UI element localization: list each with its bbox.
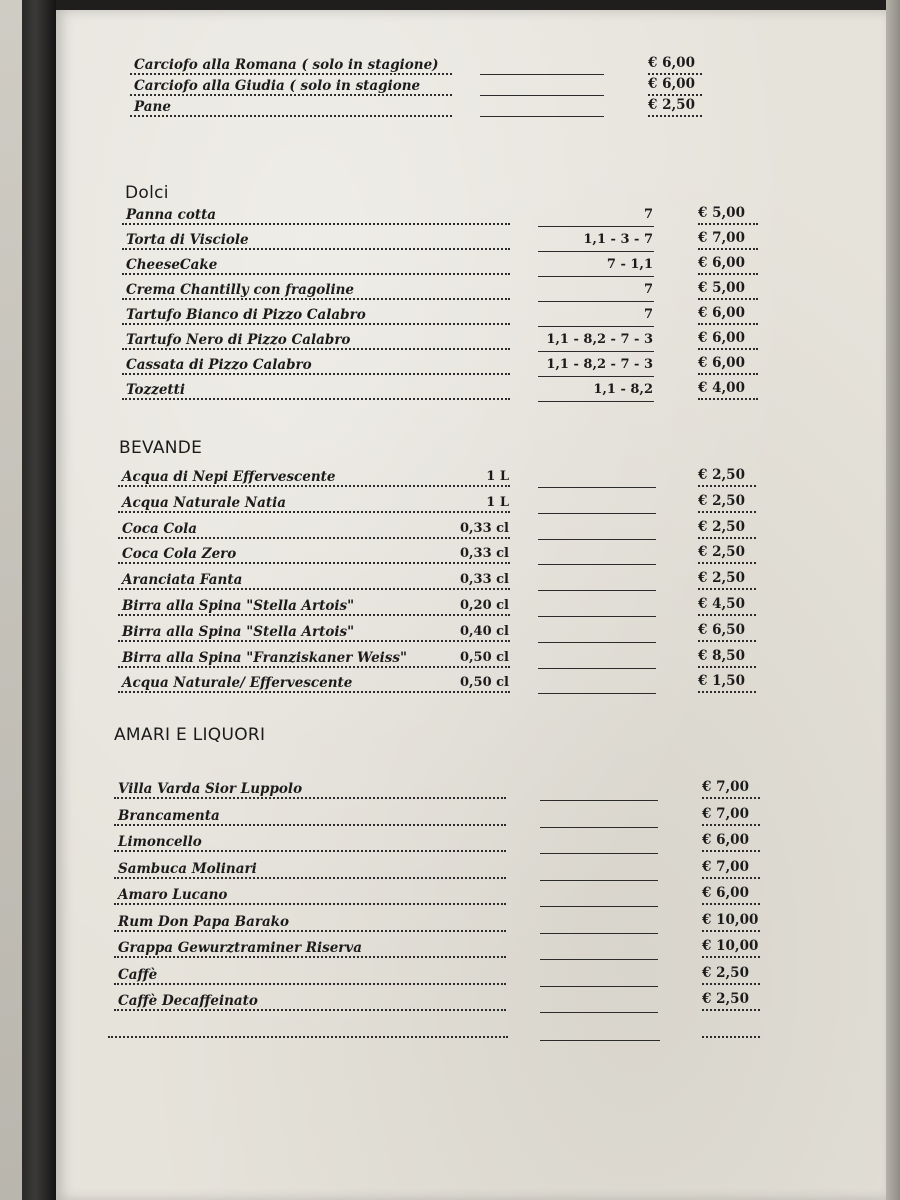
bevande-item — [56, 571, 886, 593]
amari-item-price-dots — [702, 877, 760, 879]
amari-item-dots — [114, 956, 506, 958]
dolci-item-price-dots — [698, 373, 758, 375]
top-item-price: € 2,50 — [648, 97, 695, 113]
top-item-line — [480, 95, 604, 96]
amari-item — [56, 860, 886, 882]
dolci-item-dots — [122, 373, 510, 375]
dolci-item-price: € 5,00 — [698, 280, 745, 296]
bevande-item-line — [538, 590, 656, 591]
amari-item-line — [540, 933, 658, 934]
amari-item-name: Limoncello — [118, 834, 202, 850]
dolci-item-price: € 5,00 — [698, 205, 745, 221]
amari-item — [56, 886, 886, 908]
bevande-item-price: € 2,50 — [698, 467, 745, 483]
amari-item-name: Caffè Decaffeinato — [118, 993, 258, 1009]
bevande-item-line — [538, 668, 656, 669]
amari-item — [56, 807, 886, 829]
dolci-item-price: € 6,00 — [698, 330, 745, 346]
amari-item — [56, 939, 886, 961]
top-item-dots — [130, 94, 452, 96]
dolci-item-price-dots — [698, 348, 758, 350]
top-item — [56, 56, 886, 78]
top-item-line — [480, 116, 604, 117]
bevande-item-price-dots — [698, 588, 756, 590]
dolci-item-name: Cassata di Pizzo Calabro — [126, 357, 312, 373]
bevande-item-price-dots — [698, 614, 756, 616]
bevande-item-price: € 1,50 — [698, 673, 745, 690]
bevande-item-price-dots — [698, 562, 756, 564]
empty-row-price-dots — [702, 1036, 760, 1038]
dolci-item-price: € 7,00 — [698, 230, 745, 246]
amari-item — [56, 833, 886, 855]
dolci-item-line — [538, 226, 654, 227]
top-item-dots — [130, 115, 452, 117]
amari-item-name: Brancamenta — [118, 807, 220, 824]
amari-item-price: € 6,00 — [702, 885, 749, 901]
dolci-item-price: € 6,00 — [698, 305, 745, 321]
top-item-price: € 6,00 — [648, 55, 695, 71]
amari-item-price: € 10,00 — [702, 938, 759, 954]
bevande-item-size: 0,20 cl — [459, 598, 509, 613]
amari-item — [56, 913, 886, 935]
top-item-price: € 6,00 — [648, 76, 695, 92]
dolci-item-dots — [122, 323, 510, 325]
dolci-item-dots — [122, 273, 510, 275]
dolci-item-allergens: 1,1 - 3 - 7 — [583, 232, 653, 247]
dolci-item-dots — [122, 398, 510, 400]
dolci-item-allergens: 7 — [643, 282, 653, 297]
amari-item-price-dots — [702, 824, 760, 826]
amari-item-price-dots — [702, 1009, 760, 1011]
bevande-item-size: 0,33 cl — [459, 572, 509, 588]
amari-item-line — [540, 906, 658, 907]
bevande-item-price: € 2,50 — [698, 492, 745, 509]
amari-item-line — [540, 959, 658, 960]
amari-item-price: € 2,50 — [702, 991, 749, 1007]
bevande-item-line — [538, 693, 656, 694]
amari-item-line — [540, 853, 658, 854]
dolci-item-line — [538, 251, 654, 252]
amari-item-dots — [114, 850, 506, 852]
dolci-item-line — [538, 276, 654, 277]
bevande-item-price-dots — [698, 640, 756, 642]
dolci-item — [56, 281, 886, 303]
dolci-item-line — [538, 351, 654, 352]
bevande-item — [56, 597, 886, 619]
bevande-item — [56, 674, 886, 696]
amari-item-price-dots — [702, 983, 760, 985]
amari-item-line — [540, 880, 658, 881]
dolci-item-price: € 6,00 — [698, 255, 745, 271]
amari-item-name: Caffè — [118, 966, 158, 983]
empty-row-line — [540, 1040, 660, 1041]
amari-item-dots — [114, 877, 506, 879]
amari-item-price: € 2,50 — [702, 964, 749, 981]
amari-item-dots — [114, 797, 506, 799]
amari-item-price-dots — [702, 930, 760, 932]
section-heading-bevande: BEVANDE — [119, 438, 203, 458]
dolci-item-name: Tartufo Bianco di Pizzo Calabro — [126, 307, 366, 323]
bevande-item — [56, 494, 886, 516]
dolci-item — [56, 306, 886, 328]
amari-item-price: € 7,00 — [702, 779, 749, 795]
bevande-item-price-dots — [698, 666, 756, 668]
bevande-item-line — [538, 616, 656, 617]
bevande-item-price: € 2,50 — [698, 544, 745, 561]
bevande-item-price-dots — [698, 537, 756, 539]
bevande-item-size: 1 L — [486, 494, 509, 510]
bevande-item-name: Coca Cola — [122, 520, 198, 537]
dolci-item-price-dots — [698, 223, 758, 225]
bevande-item — [56, 545, 886, 567]
bevande-item-name: Birra alla Spina "Franziskaner Weiss" — [122, 649, 408, 666]
amari-item-price-dots — [702, 850, 760, 852]
bevande-item-name: Coca Cola Zero — [122, 546, 237, 563]
binder-spine — [22, 0, 56, 1200]
top-item — [56, 98, 886, 120]
dolci-item-line — [538, 376, 654, 377]
amari-item-price: € 7,00 — [702, 858, 749, 875]
amari-item — [56, 966, 886, 988]
dolci-item-dots — [122, 348, 510, 350]
bevande-item-name: Birra alla Spina "Stella Artois" — [122, 598, 355, 614]
bevande-item-line — [538, 539, 656, 540]
dolci-item-price: € 4,00 — [698, 380, 745, 396]
bevande-item-size: 0,33 cl — [459, 546, 509, 562]
bevande-item-price: € 2,50 — [698, 518, 745, 535]
dolci-item — [56, 206, 886, 228]
dolci-item-allergens: 1,1 - 8,2 - 7 - 3 — [546, 357, 653, 372]
bevande-item — [56, 649, 886, 671]
dolci-item-allergens: 7 - 1,1 — [606, 257, 653, 272]
dolci-item — [56, 381, 886, 403]
dolci-item-line — [538, 301, 654, 302]
dolci-item-price-dots — [698, 298, 758, 300]
amari-item-price-dots — [702, 903, 760, 905]
bevande-item — [56, 623, 886, 645]
dolci-item-allergens: 7 — [643, 207, 653, 222]
amari-item-line — [540, 800, 658, 801]
section-heading-dolci: Dolci — [125, 183, 169, 203]
dolci-item-name: Tozzetti — [126, 382, 186, 398]
bevande-item-price: € 2,50 — [698, 570, 745, 587]
amari-item-dots — [114, 824, 506, 826]
dolci-item-name: Torta di Visciole — [126, 232, 249, 248]
amari-item-price: € 6,00 — [702, 832, 749, 848]
section-heading-amari: AMARI E LIQUORI — [114, 725, 266, 745]
amari-item-line — [540, 827, 658, 828]
dolci-item-dots — [122, 248, 510, 250]
dolci-item — [56, 356, 886, 378]
bevande-item-price: € 8,50 — [698, 647, 745, 664]
dolci-item-name: Crema Chantilly con fragoline — [126, 282, 354, 298]
binder-edge — [0, 0, 24, 1200]
bevande-item-price: € 4,50 — [698, 596, 745, 612]
amari-item-name: Grappa Gewurztraminer Riserva — [118, 940, 363, 956]
bevande-item — [56, 468, 886, 490]
amari-item-line — [540, 1012, 658, 1013]
bevande-item-name: Aranciata Fanta — [122, 572, 243, 589]
bevande-item-price-dots — [698, 511, 756, 513]
bevande-item-line — [538, 642, 656, 643]
top-item-name: Carciofo alla Giudia ( solo in stagione — [134, 78, 421, 94]
amari-item — [56, 780, 886, 802]
dolci-item-allergens: 7 — [643, 307, 653, 322]
amari-item — [56, 992, 886, 1014]
bevande-item — [56, 520, 886, 542]
bevande-item-size: 0,33 cl — [459, 520, 509, 536]
dolci-item — [56, 256, 886, 278]
bevande-item-name: Acqua Naturale/ Effervescente — [122, 675, 353, 692]
dolci-item-price: € 6,00 — [698, 355, 745, 371]
dolci-item-name: CheeseCake — [126, 257, 218, 273]
amari-item-dots — [114, 1009, 506, 1011]
amari-item-line — [540, 986, 658, 987]
bevande-item-size: 0,40 cl — [459, 623, 509, 639]
dolci-item-allergens: 1,1 - 8,2 — [593, 382, 653, 397]
menu-page — [56, 10, 886, 1200]
bevande-item-name: Birra alla Spina "Stella Artois" — [122, 623, 355, 640]
dolci-item-line — [538, 401, 654, 402]
dolci-item-allergens: 1,1 - 8,2 - 7 - 3 — [546, 332, 653, 347]
bevande-item-price-dots — [698, 691, 756, 693]
dolci-item-dots — [122, 298, 510, 300]
dolci-item — [56, 231, 886, 253]
top-item-price-dots — [648, 115, 702, 117]
dolci-item-name: Tartufo Nero di Pizzo Calabro — [126, 332, 351, 348]
dolci-item — [56, 331, 886, 353]
amari-item-price: € 7,00 — [702, 805, 749, 822]
amari-item-dots — [114, 930, 506, 932]
amari-item-dots — [114, 983, 506, 985]
bevande-item-price-dots — [698, 485, 756, 487]
amari-item-name: Amaro Lucano — [118, 887, 228, 903]
bevande-item-name: Acqua di Nepi Effervescente — [122, 469, 336, 485]
bevande-item-line — [538, 564, 656, 565]
bevande-item-line — [538, 513, 656, 514]
empty-row-dots — [108, 1036, 508, 1038]
dolci-item-price-dots — [698, 273, 758, 275]
amari-item-price: € 10,00 — [702, 911, 759, 928]
top-item-dots — [130, 73, 452, 75]
top-item — [56, 77, 886, 99]
dolci-item-dots — [122, 223, 510, 225]
amari-item-name: Villa Varda Sior Luppolo — [118, 781, 303, 797]
top-item-name: Carciofo alla Romana ( solo in stagione) — [134, 57, 439, 73]
dolci-item-price-dots — [698, 323, 758, 325]
dolci-item-line — [538, 326, 654, 327]
amari-item-name: Sambuca Molinari — [118, 860, 257, 877]
bevande-item-line — [538, 487, 656, 488]
bevande-item-size: 1 L — [486, 469, 509, 484]
page-edge — [886, 0, 900, 1200]
top-item-line — [480, 74, 604, 75]
bevande-item-price: € 6,50 — [698, 621, 745, 638]
amari-item-price-dots — [702, 956, 760, 958]
bevande-item-size: 0,50 cl — [459, 675, 509, 691]
amari-item-name: Rum Don Papa Barako — [118, 913, 290, 930]
dolci-item-price-dots — [698, 398, 758, 400]
amari-item-dots — [114, 903, 506, 905]
bevande-item-size: 0,50 cl — [459, 649, 509, 665]
amari-item-price-dots — [702, 797, 760, 799]
dolci-item-name: Panna cotta — [126, 207, 217, 223]
bevande-item-name: Acqua Naturale Natia — [122, 494, 287, 511]
top-item-name: Pane — [134, 99, 171, 115]
dolci-item-price-dots — [698, 248, 758, 250]
